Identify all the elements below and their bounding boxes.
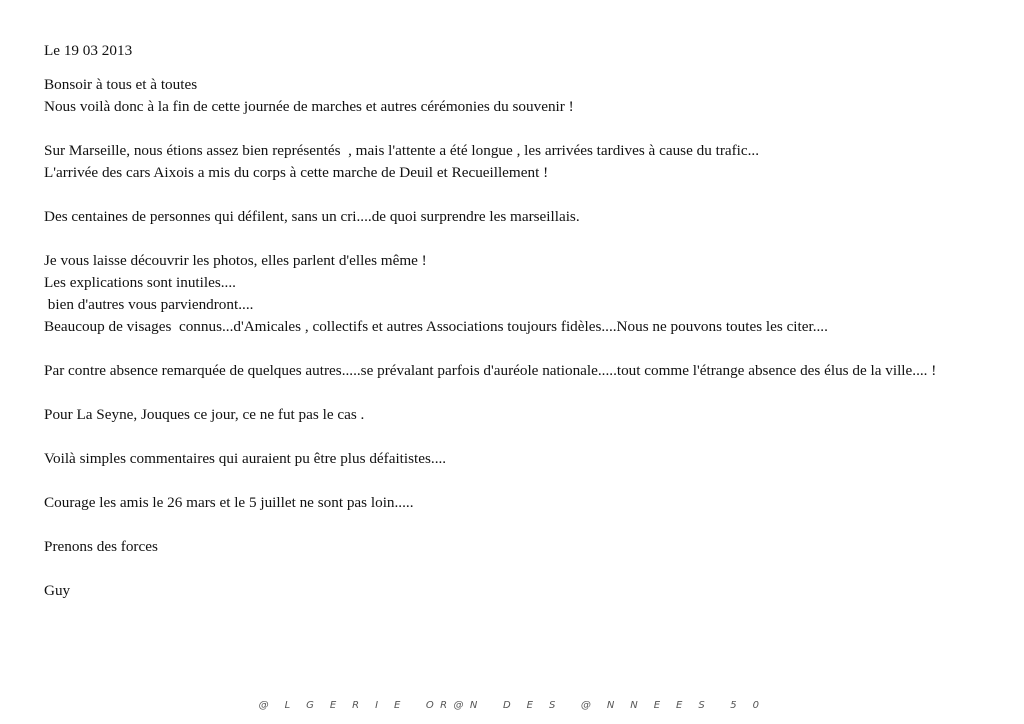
spacer bbox=[44, 228, 984, 250]
spacer bbox=[44, 184, 984, 206]
paragraph-la-seyne: Pour La Seyne, Jouques ce jour, ce ne fut pas le cas . bbox=[44, 406, 365, 423]
spacer bbox=[44, 382, 984, 404]
paragraph-photos-line3: bien d'autres vous parviendront.... bbox=[44, 296, 254, 313]
spacer bbox=[44, 118, 984, 140]
paragraph-crowd: Des centaines de personnes qui défilent, sans un cri....de quoi surprendre les marseillais. bbox=[44, 208, 580, 225]
spacer bbox=[44, 426, 984, 448]
spacer bbox=[44, 62, 984, 74]
spacer bbox=[44, 558, 984, 580]
paragraph-courage: Courage les amis le 26 mars et le 5 juillet ne sont pas loin..... bbox=[44, 494, 414, 511]
spacer bbox=[44, 338, 984, 360]
paragraph-absence: Par contre absence remarquée de quelques autres.....se prévalant parfois d'auréole nationale.....tout comme l'étrange absence des élus de la ville.... ! bbox=[44, 362, 937, 379]
paragraph-photos-line1: Je vous laisse découvrir les photos, elles parlent d'elles même ! bbox=[44, 252, 427, 269]
site-footer: @ L G E R I E OR@N D E S @ N N E E S 5 0 bbox=[258, 700, 766, 711]
paragraph-marseille-line1: Sur Marseille, nous étions assez bien représentés , mais l'attente a été longue , les arrivées tardives à cause du trafic... bbox=[44, 142, 760, 159]
letter-greeting: Bonsoir à tous et à toutes bbox=[44, 76, 198, 93]
spacer bbox=[44, 470, 984, 492]
paragraph-photos-line4: Beaucoup de visages connus...d'Amicales , collectifs et autres Associations toujours fidèles....Nous ne pouvons toutes les citer.... bbox=[44, 318, 828, 335]
paragraph-intro: Nous voilà donc à la fin de cette journée de marches et autres cérémonies du souvenir ! bbox=[44, 98, 574, 115]
paragraph-forces: Prenons des forces bbox=[44, 538, 158, 555]
letter-body bbox=[44, 40, 984, 602]
letter-date: Le 19 03 2013 bbox=[44, 42, 133, 59]
spacer bbox=[44, 514, 984, 536]
paragraph-marseille-line2: L'arrivée des cars Aixois a mis du corps à cette marche de Deuil et Recueillement ! bbox=[44, 164, 549, 181]
paragraph-comments: Voilà simples commentaires qui auraient pu être plus défaitistes.... bbox=[44, 450, 447, 467]
letter-signature: Guy bbox=[44, 582, 71, 599]
paragraph-photos-line2: Les explications sont inutiles.... bbox=[44, 274, 236, 291]
